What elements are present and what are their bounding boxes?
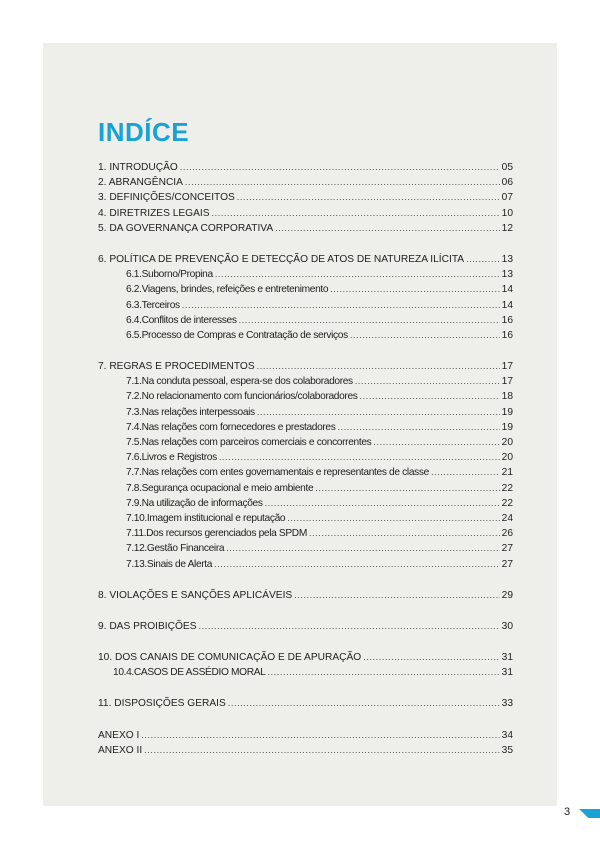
- toc-leader: [265, 496, 500, 511]
- toc-label: 7.2.No relacionamento com funcionários/colaboradores: [126, 391, 358, 403]
- toc-page: 05: [501, 162, 513, 173]
- toc-page: 14: [501, 284, 513, 296]
- toc-entry-3[interactable]: [98, 190, 513, 205]
- toc-leader: [355, 374, 500, 389]
- toc-leader: [180, 160, 500, 175]
- toc-entry-7-5[interactable]: [98, 435, 513, 450]
- toc-leader: [219, 450, 500, 465]
- toc-label: 8. VIOLAÇÕES E SANÇÕES APLICÁVEIS: [98, 589, 293, 601]
- toc-page: 29: [501, 589, 513, 601]
- toc-entry-7[interactable]: [98, 359, 513, 374]
- toc-page: 17: [501, 376, 513, 388]
- toc-leader: [309, 526, 500, 541]
- toc-leader: [275, 221, 500, 236]
- toc-leader: [185, 175, 500, 190]
- toc-page: 30: [501, 620, 513, 632]
- toc-entry-6-1[interactable]: [98, 267, 513, 282]
- toc-entry-6[interactable]: [98, 252, 513, 267]
- page-title: INDÍCE: [98, 117, 190, 147]
- toc-page: 17: [501, 361, 513, 373]
- toc-label: 10.4.CASOS DE ASSÉDIO MORAL: [113, 667, 266, 679]
- toc-entry-7-4[interactable]: [98, 420, 513, 435]
- toc-label: 11. DISPOSIÇÕES GERAIS: [98, 698, 226, 710]
- toc-page: 20: [501, 437, 513, 448]
- toc-label: 7.4.Nas relações com fornecedores e prestadores: [126, 421, 336, 433]
- toc-leader: [228, 696, 500, 711]
- toc-leader: [363, 650, 499, 665]
- toc-label: 6. POLÍTICA DE PREVENÇÃO E DETECÇÃO DE ATOS DE NATUREZA ILÍCITA: [98, 253, 465, 265]
- toc-label: 5. DA GOVERNANÇA CORPORATIVA: [98, 222, 274, 234]
- toc-entry-4[interactable]: [98, 206, 513, 221]
- toc-entry-1[interactable]: [98, 160, 513, 175]
- toc-entry-6-3[interactable]: [98, 298, 513, 313]
- toc-label: ANEXO II: [98, 744, 143, 756]
- toc-leader: [257, 359, 500, 374]
- toc-page: 22: [501, 482, 513, 494]
- toc-page: 27: [501, 558, 513, 570]
- toc-page: 33: [501, 698, 513, 710]
- toc-page: 20: [501, 452, 513, 464]
- toc-leader: [373, 435, 499, 450]
- toc-label: 10. DOS CANAIS DE COMUNICAÇÃO E DE APURAÇÃO: [98, 652, 362, 664]
- toc-page: 16: [501, 314, 513, 326]
- toc-entry-6-4[interactable]: [98, 313, 513, 328]
- toc-entry-7-6[interactable]: [98, 450, 513, 465]
- toc-label: 7. REGRAS E PROCEDIMENTOS: [98, 361, 255, 373]
- page-number: 3: [564, 806, 571, 818]
- toc-label: 7.8.Segurança ocupacional e meio ambiente: [126, 482, 314, 494]
- toc-entry-10[interactable]: [98, 650, 513, 665]
- toc-leader: [237, 190, 500, 205]
- toc-entry-7-3[interactable]: [98, 405, 513, 420]
- toc-entry-7-9[interactable]: [98, 496, 513, 511]
- toc-label: 6.2.Viagens, brindes, refeições e entretenimento: [126, 284, 329, 296]
- toc-entry-6-5[interactable]: [98, 328, 513, 343]
- toc-label: 7.1.Na conduta pessoal, espera-se dos colaboradores: [126, 376, 353, 388]
- toc-entry-7-8[interactable]: [98, 481, 513, 496]
- toc-label: ANEXO I: [98, 729, 140, 741]
- toc-page: 13: [501, 269, 513, 281]
- toc-label: 7.9.Na utilização de informações: [126, 497, 263, 509]
- toc-leader: [350, 328, 500, 343]
- toc-label: 9. DAS PROIBIÇÕES: [98, 620, 197, 632]
- toc-leader: [294, 588, 499, 603]
- corner-tab-mark: [579, 809, 600, 818]
- toc-page: 19: [501, 421, 513, 433]
- toc-entry-7-12[interactable]: [98, 541, 513, 556]
- toc-entry-7-7[interactable]: [98, 465, 513, 480]
- toc-leader: [257, 405, 500, 420]
- toc-entry-6-2[interactable]: [98, 282, 513, 297]
- toc-page: 27: [501, 543, 513, 555]
- toc-leader: [215, 267, 500, 282]
- toc-leader: [239, 313, 500, 328]
- toc-entry-10-4[interactable]: [98, 665, 513, 680]
- toc-entry-7-1[interactable]: [98, 374, 513, 389]
- toc-leader: [360, 389, 500, 404]
- toc-page: 06: [501, 177, 513, 189]
- toc-leader: [226, 541, 499, 556]
- toc-page: 21: [501, 467, 513, 479]
- toc-page: 10: [501, 207, 513, 219]
- toc-leader: [287, 511, 499, 526]
- toc-leader: [141, 728, 499, 743]
- toc-leader: [338, 420, 500, 435]
- toc-entry-annex-2[interactable]: [98, 743, 513, 758]
- toc-entry-8[interactable]: [98, 588, 513, 603]
- toc-leader: [315, 481, 499, 496]
- toc-label: 1. INTRODUÇÃO: [98, 162, 178, 173]
- toc-label: 7.13.Sinais de Alerta: [126, 558, 213, 570]
- toc-entry-7-10[interactable]: [98, 511, 513, 526]
- toc-label: 7.6.Livros e Registros: [126, 452, 217, 464]
- toc-entry-7-13[interactable]: [98, 557, 513, 572]
- toc-leader: [466, 252, 500, 267]
- toc-entry-2[interactable]: [98, 175, 513, 190]
- toc-page: 07: [501, 192, 513, 204]
- toc-page: 19: [501, 406, 513, 418]
- toc-leader: [182, 298, 500, 313]
- toc-page: 31: [501, 667, 513, 679]
- toc-label: 2. ABRANGÊNCIA: [98, 177, 183, 189]
- toc-label: 6.5.Processo de Compras e Contratação de serviços: [126, 329, 348, 341]
- toc-page: 22: [501, 497, 513, 509]
- toc-entry-annex-1[interactable]: [98, 728, 513, 743]
- toc-leader: [330, 282, 499, 297]
- toc-leader: [144, 743, 499, 758]
- toc-entry-9[interactable]: [98, 619, 513, 634]
- toc-label: 7.3.Nas relações interpessoais: [126, 406, 255, 418]
- toc-page: 18: [501, 391, 513, 403]
- toc-page: 24: [501, 512, 513, 524]
- toc-leader: [431, 465, 500, 480]
- toc-label: 7.10.Imagem institucional e reputação: [126, 512, 286, 524]
- toc-entry-5[interactable]: [98, 221, 513, 236]
- toc-page: 26: [501, 528, 513, 540]
- toc-leader: [199, 619, 500, 634]
- toc-page: 12: [501, 222, 513, 234]
- toc-label: 6.3.Terceiros: [126, 299, 180, 311]
- toc-label: 6.1.Suborno/Propina: [126, 269, 213, 281]
- toc-page: 13: [501, 253, 513, 265]
- toc-entry-7-11[interactable]: [98, 526, 513, 541]
- toc-label: 6.4.Conflitos de interesses: [126, 314, 237, 326]
- table-of-contents: [98, 160, 513, 758]
- toc-label: 3. DEFINIÇÕES/CONCEITOS: [98, 192, 235, 204]
- toc-label: 7.11.Dos recursos gerenciados pela SPDM: [126, 528, 307, 540]
- toc-page: 14: [501, 299, 513, 311]
- toc-leader: [267, 665, 499, 680]
- toc-entry-11[interactable]: [98, 696, 513, 711]
- toc-page: 34: [501, 729, 513, 741]
- toc-entry-7-2[interactable]: [98, 389, 513, 404]
- toc-leader: [212, 206, 500, 221]
- toc-page: 16: [501, 329, 513, 341]
- toc-page: 31: [501, 652, 513, 664]
- toc-label: 7.12.Gestão Financeira: [126, 543, 225, 555]
- toc-leader: [214, 557, 500, 572]
- toc-label: 4. DIRETRIZES LEGAIS: [98, 207, 210, 219]
- toc-page: 35: [501, 744, 513, 756]
- toc-label: 7.7.Nas relações com entes governamentais e representantes de classe: [126, 467, 429, 479]
- toc-label: 7.5.Nas relações com parceiros comerciais e concorrentes: [126, 437, 372, 448]
